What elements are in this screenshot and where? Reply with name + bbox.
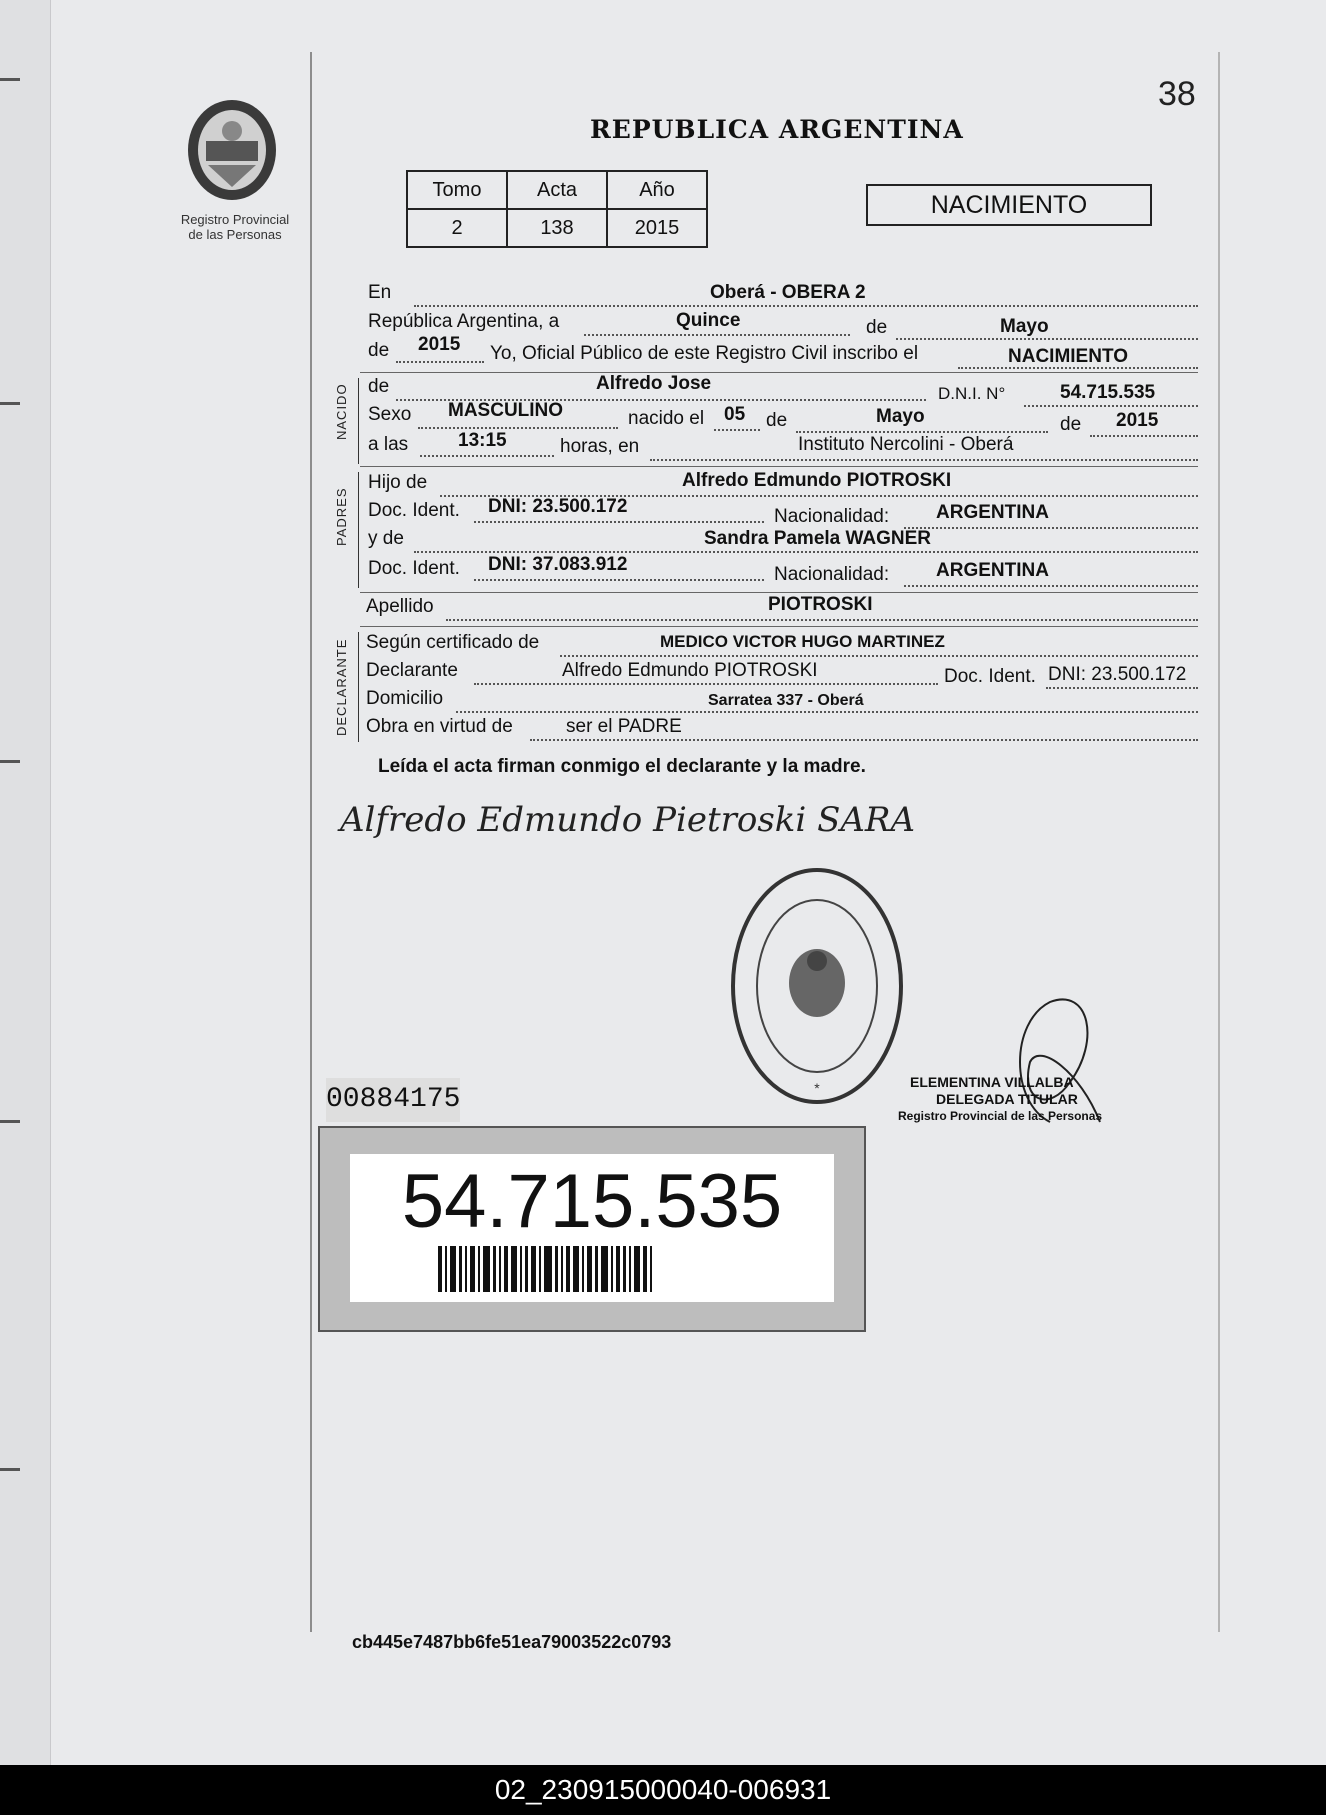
header-ano: Año: [607, 171, 707, 209]
label-domicilio: Domicilio: [366, 688, 444, 709]
section-label-nacido: NACIDO: [334, 383, 349, 440]
document-title: REPUBLICA ARGENTINA: [590, 115, 964, 144]
dotted-line: [474, 578, 764, 581]
field-birth-month: Mayo: [876, 406, 925, 427]
dotted-line: [1046, 686, 1198, 689]
field-child-name: Alfredo Jose: [596, 373, 712, 394]
binding-mark: [0, 760, 20, 763]
binding-mark: [0, 1468, 20, 1471]
footer-document-id: 02_230915000040-006931: [0, 1765, 1326, 1815]
registrar-block: [898, 1074, 1103, 1125]
field-declarant-name: Alfredo Edmundo PIOTROSKI: [562, 660, 818, 681]
field-address: Sarratea 337 - Oberá: [708, 692, 864, 709]
field-registered-event: NACIMIENTO: [1008, 346, 1128, 367]
dotted-line: [446, 618, 1198, 621]
label-nacido-el: nacido el: [628, 408, 705, 429]
dni-label-number: 54.715.535: [401, 1159, 783, 1244]
label-de: de: [866, 317, 888, 338]
dotted-line: [530, 738, 1198, 741]
field-father-doc: DNI: 23.500.172: [488, 496, 628, 517]
field-birth-day: 05: [724, 404, 746, 425]
binding-mark: [0, 78, 20, 81]
field-surname: PIOTROSKI: [768, 594, 873, 615]
dotted-line: [1090, 434, 1198, 437]
label-declarante: Declarante: [366, 660, 458, 681]
label-nacionalidad-mother: Nacionalidad:: [774, 564, 890, 585]
label-doc-ident-mother: Doc. Ident.: [368, 558, 460, 579]
label-certificado: Según certificado de: [366, 632, 540, 653]
label-apellido: Apellido: [366, 596, 434, 617]
section-bar: [358, 632, 359, 742]
dotted-line: [456, 710, 1198, 713]
field-month: Mayo: [1000, 316, 1049, 337]
dotted-line: [414, 304, 1198, 307]
field-sex: MASCULINO: [448, 400, 564, 421]
registrar-org: Registro Provincial de las Personas: [898, 1109, 1103, 1123]
field-birth-place: Instituto Nercolini - Oberá: [798, 434, 1014, 455]
label-hijo-de: Hijo de: [368, 472, 428, 493]
value-ano: 2015: [607, 209, 707, 247]
label-en: En: [368, 282, 392, 303]
closing-statement: Leída el acta firman conmigo el declarante y la madre.: [378, 756, 866, 777]
label-sexo: Sexo: [368, 404, 412, 425]
label-year-prefix: de: [368, 340, 390, 361]
label-de-birth-month: de: [766, 410, 788, 431]
logo-caption-line2: de las Personas: [188, 227, 282, 242]
field-father-nationality: ARGENTINA: [936, 502, 1049, 523]
label-obra: Obra en virtud de: [366, 716, 513, 737]
section-bar: [358, 378, 359, 464]
field-mother-doc: DNI: 37.083.912: [488, 554, 628, 575]
field-child-dni: 54.715.535: [1060, 382, 1156, 403]
handwritten-signatures: Alfredo Edmundo Pietroski SARA: [340, 800, 916, 840]
section-label-declarante: DECLARANTE: [334, 638, 349, 736]
binding-strip: [0, 0, 51, 1765]
dotted-line: [418, 426, 618, 429]
label-doc-ident-father: Doc. Ident.: [368, 500, 460, 521]
section-rule: [360, 592, 1198, 593]
section-label-padres: PADRES: [334, 487, 349, 546]
section-rule: [360, 466, 1198, 467]
page-number: 38: [1158, 75, 1196, 113]
field-father-name: Alfredo Edmundo PIOTROSKI: [682, 470, 952, 491]
registry-table-values: [407, 209, 707, 247]
field-declarant-doc: DNI: 23.500.172: [1048, 664, 1187, 685]
barcode: [438, 1246, 762, 1292]
logo-caption: [160, 212, 310, 242]
label-doc-ident-declarant: Doc. Ident.: [944, 666, 1036, 687]
label-nacionalidad-father: Nacionalidad:: [774, 506, 890, 527]
field-birth-year: 2015: [1116, 410, 1159, 431]
label-de-birth-year: de: [1060, 414, 1082, 435]
value-acta: 138: [507, 209, 607, 247]
dni-barcode-label: [318, 1126, 866, 1332]
dotted-line: [584, 333, 850, 336]
dotted-line: [560, 654, 1198, 657]
value-tomo: 2: [407, 209, 507, 247]
binding-mark: [0, 402, 20, 405]
label-republica: República Argentina, a: [368, 311, 560, 332]
field-year: 2015: [418, 334, 461, 355]
registry-table-header: [407, 171, 707, 209]
section-rule: [360, 626, 1198, 627]
field-certificate-by: MEDICO VICTOR HUGO MARTINEZ: [660, 632, 945, 651]
field-mother-nationality: ARGENTINA: [936, 560, 1049, 581]
dotted-line: [1024, 404, 1198, 407]
dotted-line: [650, 458, 1198, 461]
field-capacity: ser el PADRE: [566, 716, 682, 737]
field-birth-time: 13:15: [458, 430, 507, 451]
section-bar: [358, 472, 359, 588]
dotted-line: [420, 454, 554, 457]
section-rule: [360, 372, 1198, 373]
dotted-line: [414, 550, 1198, 553]
dotted-line: [396, 360, 484, 363]
serial-number: 00884175: [326, 1078, 460, 1122]
label-y-de: y de: [368, 528, 404, 549]
label-horas-en: horas, en: [560, 436, 640, 457]
field-place: Oberá - OBERA 2: [710, 282, 866, 303]
svg-text:*: *: [814, 1080, 820, 1096]
logo-caption-line1: Registro Provincial: [180, 212, 290, 227]
document-hash: cb445e7487bb6fe51ea79003522c0793: [352, 1632, 672, 1652]
binding-mark: [0, 1120, 20, 1123]
dotted-line: [474, 520, 764, 523]
registry-table: [406, 170, 708, 248]
dotted-line: [474, 682, 938, 685]
misiones-coat-of-arms-logo: [182, 95, 282, 210]
label-oficial: Yo, Oficial Público de este Registro Civil inscribo el: [490, 343, 919, 364]
field-mother-name: Sandra Pamela WAGNER: [704, 528, 932, 549]
label-de-child: de: [368, 376, 390, 397]
header-tomo: Tomo: [407, 171, 507, 209]
dotted-line: [714, 428, 760, 431]
dni-label-inner: [350, 1154, 834, 1302]
header-acta: Acta: [507, 171, 607, 209]
label-dni: D.N.I. N°: [938, 384, 1006, 403]
registrar-name: ELEMENTINA VILLALBA: [910, 1074, 1074, 1090]
field-day: Quince: [676, 310, 741, 331]
registry-oval-stamp: [728, 865, 906, 1107]
act-type-box: NACIMIENTO: [866, 184, 1152, 226]
dotted-line: [904, 526, 1198, 529]
registrar-role: DELEGADA TITULAR: [936, 1091, 1078, 1107]
dotted-line: [904, 584, 1198, 587]
dotted-line: [796, 430, 1048, 433]
label-a-las: a las: [368, 434, 409, 455]
